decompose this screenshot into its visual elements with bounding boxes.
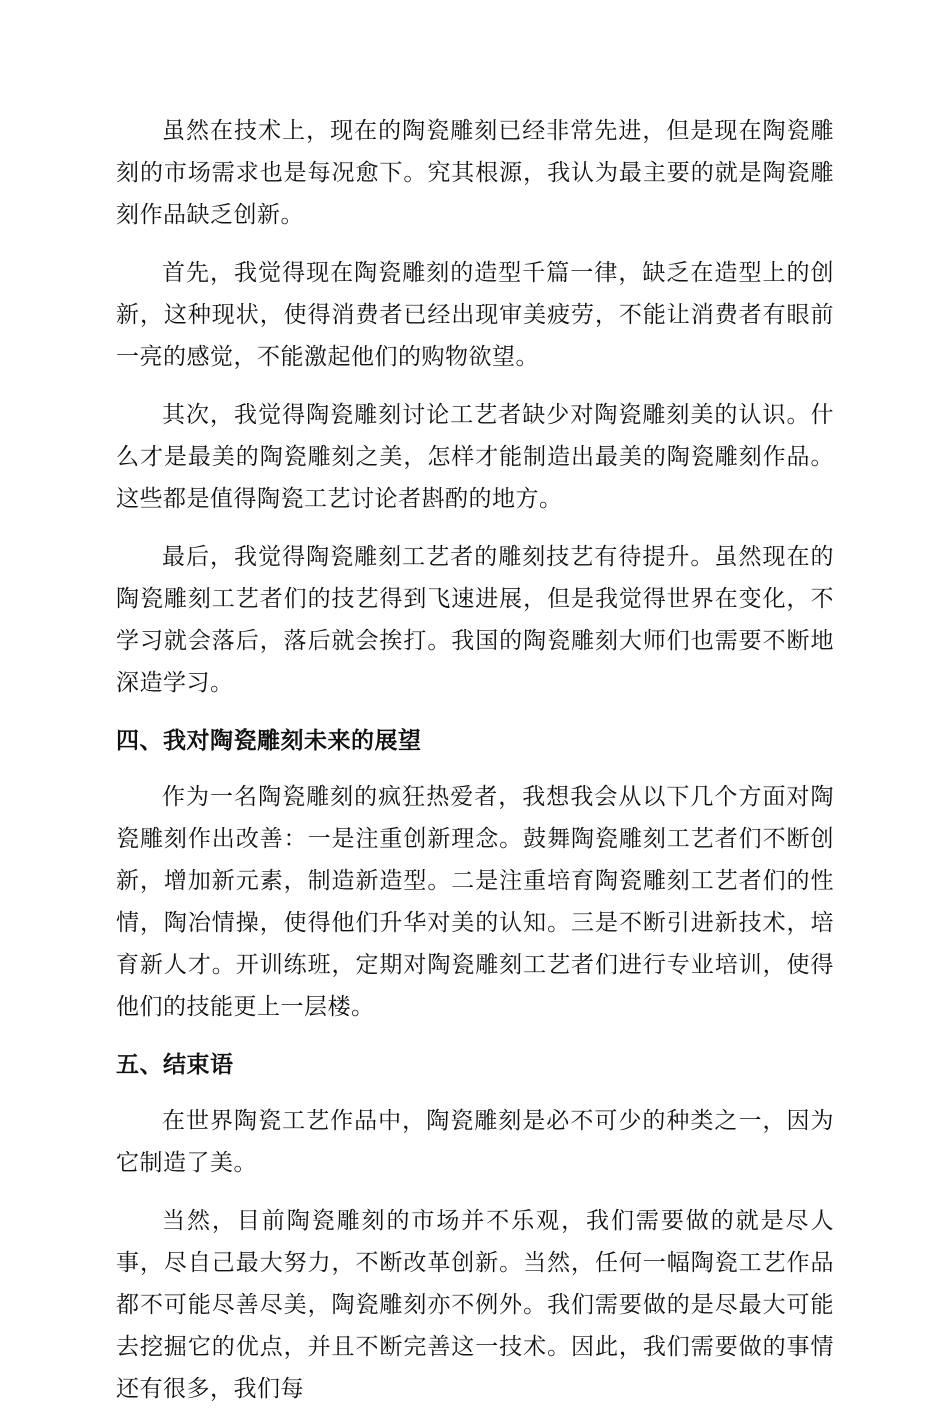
document-body — [116, 110, 834, 1426]
section-heading-conclusion: 五、结束语 — [116, 1052, 234, 1078]
paragraph-conclusion-2: 当然，目前陶瓷雕刻的市场并不乐观，我们需要做的就是尽人事，尽自己最大努力，不断改革创新。当然，任何一幅陶瓷工艺作品都不可能尽善尽美，陶瓷雕刻亦不例外。我们需要做的是尽最大可能去挖掘它的优点，并且不断完善这一技术。因此，我们需要做的事情还有很多，我们每 — [116, 1208, 834, 1402]
section-heading-outlook: 四、我对陶瓷雕刻未来的展望 — [116, 728, 422, 754]
paragraph-third-point: 最后，我觉得陶瓷雕刻工艺者的雕刻技艺有待提升。虽然现在的陶瓷雕刻工艺者们的技艺得到飞速进展，但是我觉得世界在变化，不学习就会落后，落后就会挨打。我国的陶瓷雕刻大师们也需要不断地深造学习。 — [116, 544, 834, 696]
paragraph-second-point: 其次，我觉得陶瓷雕刻讨论工艺者缺少对陶瓷雕刻美的认识。什么才是最美的陶瓷雕刻之美，怎样才能制造出最美的陶瓷雕刻作品。这些都是值得陶瓷工艺讨论者斟酌的地方。 — [116, 402, 834, 512]
paragraph-conclusion-1: 在世界陶瓷工艺作品中，陶瓷雕刻是必不可少的种类之一，因为它制造了美。 — [116, 1108, 834, 1176]
paragraph-first-point: 首先，我觉得现在陶瓷雕刻的造型千篇一律，缺乏在造型上的创新，这种现状，使得消费者已经出现审美疲劳，不能让消费者有眼前一亮的感觉，不能激起他们的购物欲望。 — [116, 260, 834, 370]
paragraph-innovation-lack: 虽然在技术上，现在的陶瓷雕刻已经非常先进，但是现在陶瓷雕刻的市场需求也是每况愈下。究其根源，我认为最主要的就是陶瓷雕刻作品缺乏创新。 — [116, 118, 834, 228]
paragraph-outlook: 作为一名陶瓷雕刻的疯狂热爱者，我想我会从以下几个方面对陶瓷雕刻作出改善：一是注重创新理念。鼓舞陶瓷雕刻工艺者们不断创新，增加新元素，制造新造型。二是注重培育陶瓷雕刻工艺者们的性情，陶冶情操，使得他们升华对美的认知。三是不断引进新技术，培育新人才。开训练班，定期对陶瓷雕刻工艺者们进行专业培训，使得他们的技能更上一层楼。 — [116, 784, 834, 1020]
